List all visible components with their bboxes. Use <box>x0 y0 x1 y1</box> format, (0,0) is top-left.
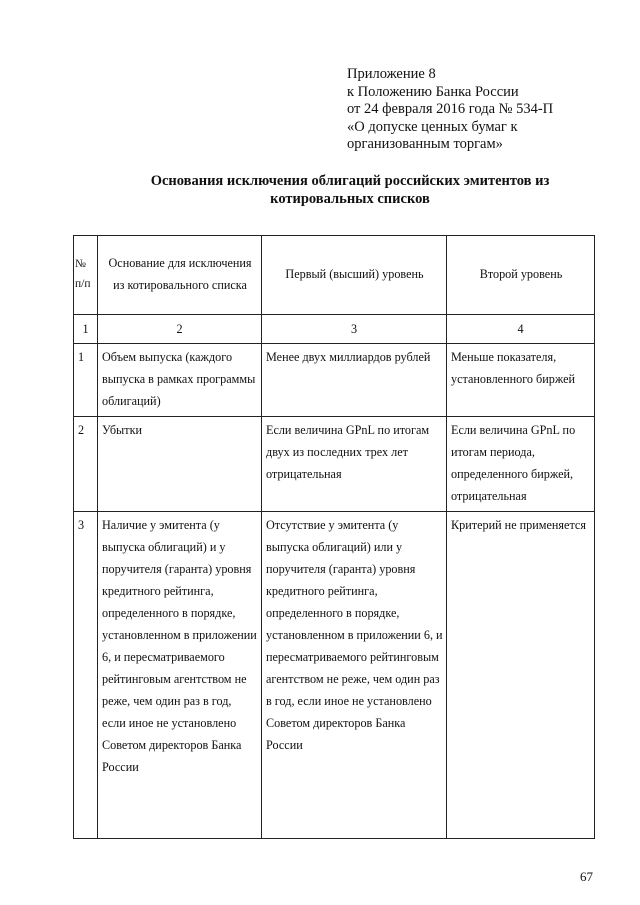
column-number-row <box>74 315 595 344</box>
header-basis: Основание для исключения из котировального списка <box>98 236 262 315</box>
table-row <box>74 417 595 512</box>
row-first-level: Менее двух миллиардов рублей <box>262 344 447 417</box>
row-first-level: Если величина GPnL по итогам двух из последних трех лет отрицательная <box>262 417 447 512</box>
row-basis: Объем выпуска (каждого выпуска в рамках программы облигаций) <box>98 344 262 417</box>
row-second-level: Меньше показателя, установленного биржей <box>447 344 595 417</box>
table-row <box>74 344 595 417</box>
header-num: № п/п <box>74 236 98 315</box>
appendix-reference <box>347 66 553 154</box>
column-number: 4 <box>447 315 595 344</box>
document-title <box>110 172 590 208</box>
appendix-line: организованным торгам» <box>347 136 503 152</box>
title-line: котировальных списков <box>270 191 430 207</box>
column-number: 2 <box>98 315 262 344</box>
header-second-level: Второй уровень <box>447 236 595 315</box>
appendix-line: к Положению Банка России <box>347 83 519 100</box>
row-first-level: Отсутствие у эмитента (у выпуска облигаций) или у поручителя (гаранта) уровня кредитного рейтинга, определенного в порядке, установленном в приложении 6, и пересматриваемого рейтинговым агентством не реже, чем один раз в год, если иное не установлено Советом директоров Банка России <box>262 512 447 839</box>
column-number: 3 <box>262 315 447 344</box>
appendix-line: «О допуске ценных бумаг к <box>347 118 518 135</box>
header-first-level: Первый (высший) уровень <box>262 236 447 315</box>
exclusion-criteria-table <box>73 235 595 839</box>
appendix-line: Приложение 8 <box>347 66 436 82</box>
row-second-level: Если величина GPnL по итогам периода, определенного биржей, отрицательная <box>447 417 595 512</box>
row-basis: Наличие у эмитента (у выпуска облигаций) и у поручителя (гаранта) уровня кредитного рейтинга, определенного в порядке, установленном в приложении 6, и пересматриваемого рейтинговым агентством не реже, чем один раз в год, если иное не установлено Советом директоров Банка России <box>98 512 262 839</box>
row-number: 3 <box>74 512 98 839</box>
column-number: 1 <box>74 315 98 344</box>
table-row <box>74 512 595 839</box>
title-line: Основания исключения облигаций российских эмитентов из <box>150 173 550 189</box>
row-number: 2 <box>74 417 98 512</box>
row-number: 1 <box>74 344 98 417</box>
table-header-row <box>74 236 595 315</box>
row-second-level: Критерий не применяется <box>447 512 595 839</box>
row-basis: Убытки <box>98 417 262 512</box>
appendix-line: от 24 февраля 2016 года № 534-П <box>347 101 554 117</box>
page-number: 67 <box>580 869 593 884</box>
